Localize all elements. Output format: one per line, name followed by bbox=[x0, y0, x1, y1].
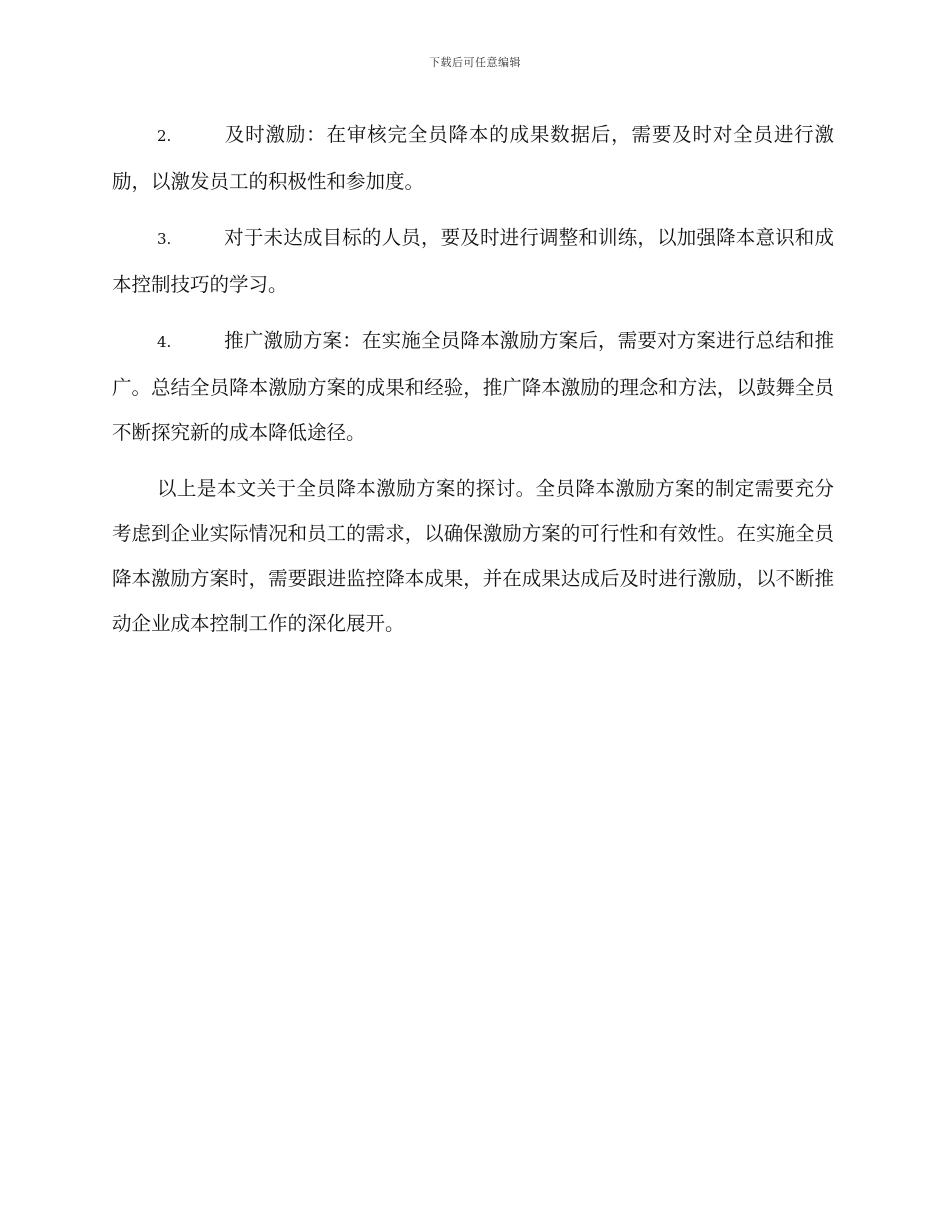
list-item-number: 4. bbox=[157, 333, 172, 351]
list-item bbox=[112, 318, 834, 455]
list-item-number: 3. bbox=[157, 230, 172, 248]
document-body bbox=[112, 112, 834, 657]
list-item-number: 2. bbox=[157, 127, 172, 145]
list-item-text: 对于未达成目标的人员，要及时进行调整和训练，以加强降本意识和成本控制技巧的学习。 bbox=[112, 226, 834, 296]
page-header-note: 下载后可任意编辑 bbox=[429, 56, 521, 69]
list-item-text: 及时激励：在审核完全员降本的成果数据后，需要及时对全员进行激励，以激发员工的积极性和参加度。 bbox=[112, 123, 834, 193]
conclusion-paragraph: 以上是本文关于全员降本激励方案的探讨。全员降本激励方案的制定需要充分考虑到企业实际情况和员工的需求，以确保激励方案的可行性和有效性。在实施全员降本激励方案时，需要跟进监控降本成果，并在成果达成后及时进行激励，以不断推动企业成本控制工作的深化展开。 bbox=[112, 477, 834, 635]
list-item bbox=[112, 215, 834, 307]
list-item-text: 推广激励方案：在实施全员降本激励方案后，需要对方案进行总结和推广。总结全员降本激励方案的成果和经验，推广降本激励的理念和方法，以鼓舞全员不断探究新的成本降低途径。 bbox=[112, 329, 834, 444]
list-item bbox=[112, 112, 834, 204]
